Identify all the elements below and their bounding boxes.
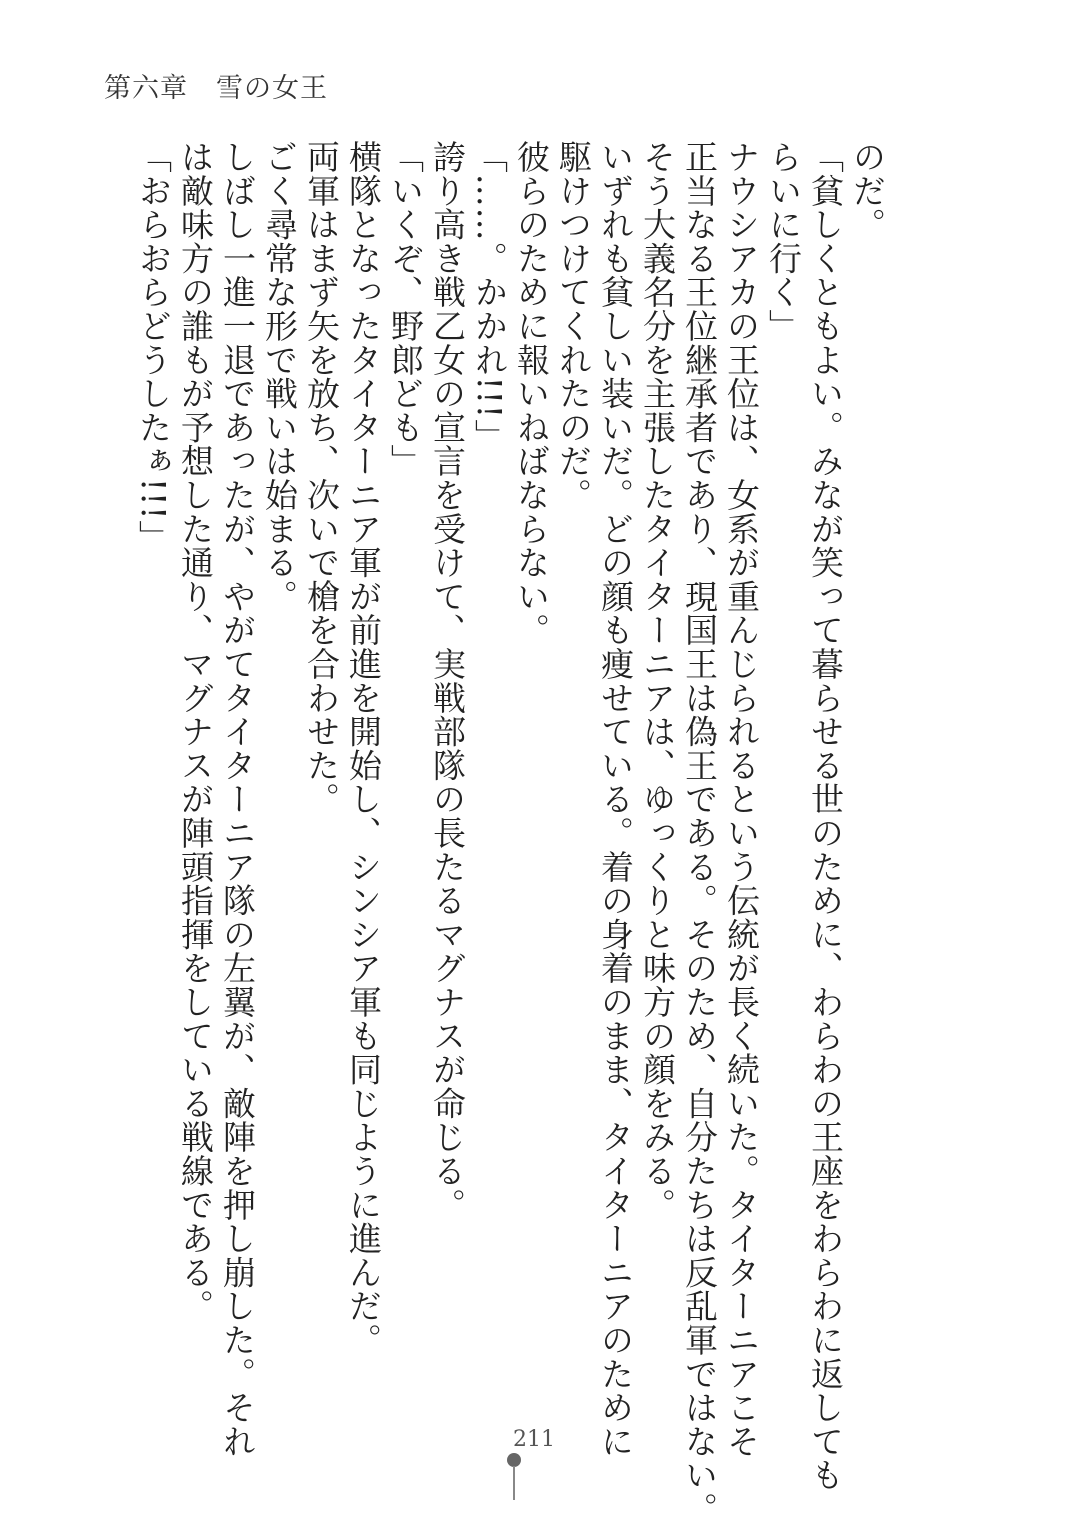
page-marker-line (513, 1466, 515, 1500)
text-line: のだ。 (848, 140, 887, 242)
text-line: 彼らのために報いねばならない。 (512, 140, 551, 647)
text-line: ナウシアカの王位は、女系が重んじられるという伝統が長く続いた。タイターニアこそ (722, 140, 761, 1459)
text-line: は敵味方の誰もが予想した通り、マグナスが陣頭指揮をしている戦線である。 (176, 140, 215, 1323)
text-line: 「いくぞ、野郎ども」 (386, 140, 425, 478)
page-marker-dot-icon (507, 1453, 521, 1467)
text-line: 正当なる王位継承者であり、現国王は偽王である。そのため、自分たちは反乱軍ではない。 (680, 140, 719, 1526)
text-line: 誇り高き戦乙女の宣言を受けて、実戦部隊の長たるマグナスが命じる。 (428, 140, 467, 1222)
text-line: 「おらおらどうしたぁ!!!」 (134, 140, 173, 554)
text-line: いずれも貧しい装いだ。どの顔も痩せている。着の身着のまま、タイターニアのために (596, 140, 635, 1459)
text-line: らいに行く」 (764, 140, 803, 343)
text-line: 「貧しくともよい。みなが笑って暮らせる世のために、わらわの王座をわらわに返しても (806, 140, 845, 1492)
text-line: 両軍はまず矢を放ち、次いで槍を合わせた。 (302, 140, 341, 816)
text-line: 横隊となったタイターニア軍が前進を開始し、シンシア軍も同じように進んだ。 (344, 140, 383, 1357)
text-line: そう大義名分を主張したタイターニアは、ゆっくりと味方の顔をみる。 (638, 140, 677, 1222)
text-line: しばし一進一退であったが、やがてタイターニア隊の左翼が、敵陣を押し崩した。それ (218, 140, 257, 1459)
text-line: 駆けつけてくれたのだ。 (554, 140, 593, 512)
text-line: ごく尋常な形で戦いは始まる。 (260, 140, 299, 614)
page-number: 211 (513, 1427, 555, 1452)
running-head: 第六章 雪の女王 (104, 73, 328, 104)
text-line: 「……。かかれ!!!」 (470, 140, 509, 453)
